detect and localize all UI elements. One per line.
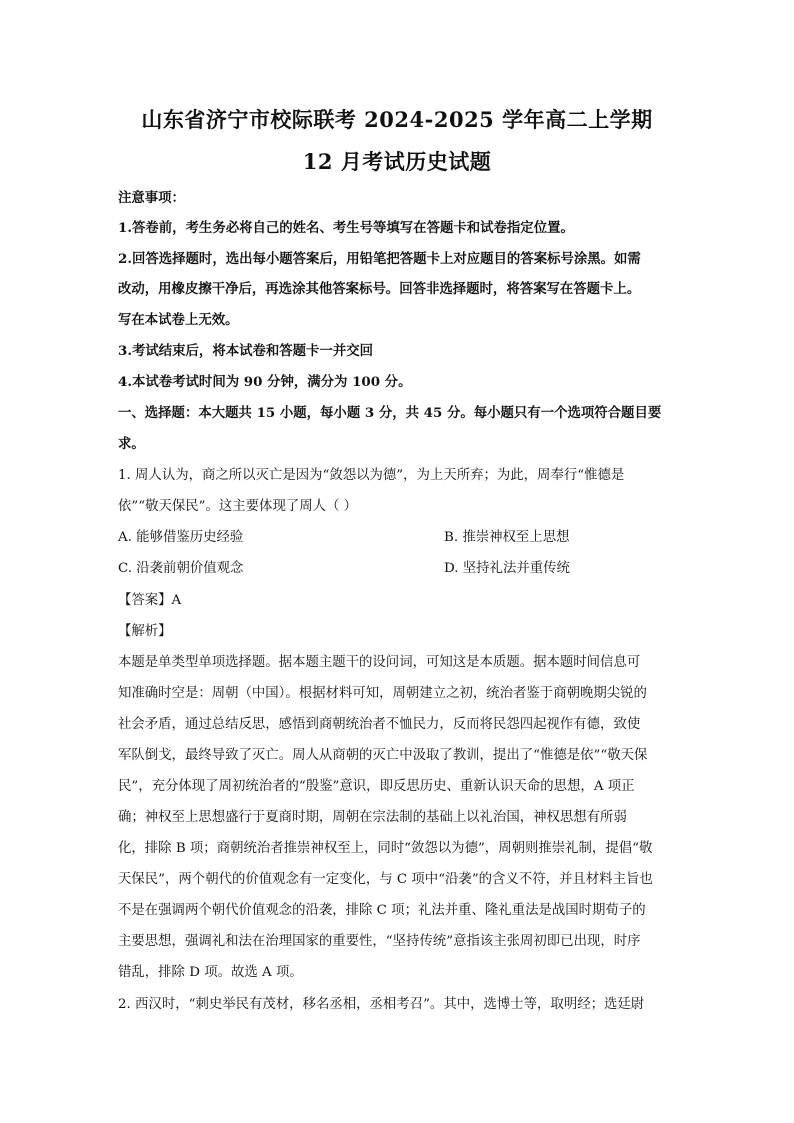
- analysis-line: 天保民”，两个朝代的价值观念有一定变化，与 C 项中“沿袭”的含义不符，并且材料主旨也: [118, 872, 653, 887]
- question-1-analysis-heading: 【解析】: [118, 624, 172, 639]
- notice-line: 3.考试结束后，将本试卷和答题卡一并交回: [118, 343, 374, 359]
- analysis-line: 军队倒戈，最终导致了灭亡。周人从商朝的灭亡中汲取了教训，提出了“惟德是依”“敬天保: [118, 748, 648, 763]
- question-1-option-a: A. 能够借鉴历史经验: [118, 530, 244, 545]
- section-heading: 一、选择题：本大题共 15 小题，每小题 3 分，共 45 分。每小题只有一个选项符合题目要: [118, 405, 662, 421]
- question-1-option-d: D. 坚持礼法并重传统: [444, 561, 570, 576]
- question-1-stem: 1. 周人认为，商之所以灭亡是因为“敛怨以为德”，为上天所弃；为此，周奉行“惟德是: [118, 468, 625, 483]
- analysis-line: 民”，充分体现了周初统治者的“殷鉴”意识，即反思历史、重新认识天命的思想，A 项正: [118, 779, 635, 794]
- analysis-line: 错乱，排除 D 项。故选 A 项。: [118, 965, 303, 980]
- notice-line: 写在本试卷上无效。: [118, 312, 239, 328]
- page-title-line1: 山东省济宁市校际联考 2024-2025 学年高二上学期: [141, 107, 653, 132]
- notice-heading: 注意事项：: [118, 190, 185, 206]
- question-1-stem-cont: 依”“敬天保民”。这主要体现了周人（ ）: [118, 499, 358, 514]
- notice-line: 改动，用橡皮擦干净后，再选涂其他答案标号。回答非选择题时，将答案写在答题卡上。: [118, 281, 641, 297]
- section-heading-cont: 求。: [118, 436, 145, 452]
- notice-line: 4.本试卷考试时间为 90 分钟，满分为 100 分。: [118, 374, 412, 390]
- analysis-line: 化，排除 B 项；商朝统治者推崇神权至上，同时“敛怨以为德”，周朝则推崇礼制，提倡“敬: [118, 841, 653, 856]
- notice-line: 1.答卷前，考生务必将自己的姓名、考生号等填写在答题卡和试卷指定位置。: [118, 220, 574, 236]
- question-1-option-c: C. 沿袭前朝价值观念: [118, 561, 244, 576]
- analysis-line: 本题是单类型单项选择题。据本题主题干的设问词，可知这是本质题。据本题时间信息可: [118, 655, 641, 670]
- analysis-line: 主要思想，强调礼和法在治理国家的重要性，“坚持传统”意指该主张周初即已出现，时序: [118, 934, 641, 949]
- question-1-option-b: B. 推崇神权至上思想: [444, 530, 570, 545]
- analysis-line: 社会矛盾，通过总结反思，感悟到商朝统治者不恤民力，反而将民怨四起视作有德，致使: [118, 717, 641, 732]
- analysis-line: 确；神权至上思想盛行于夏商时期，周朝在宗法制的基础上以礼治国，神权思想有所弱: [118, 810, 627, 825]
- analysis-line: 不是在强调两个朝代价值观念的沿袭，排除 C 项；礼法并重、隆礼重法是战国时期荀子的: [118, 903, 646, 918]
- notice-line: 2.回答选择题时，选出每小题答案后，用铅笔把答题卡上对应题目的答案标号涂黑。如需: [118, 251, 641, 267]
- page-title-line2: 12 月考试历史试题: [302, 149, 492, 174]
- question-1-answer: 【答案】A: [118, 593, 182, 608]
- question-2-stem: 2. 西汉时，“刺史举民有茂材，移名丞相，丞相考召”。其中，选博士等，取明经；选廷尉: [118, 997, 645, 1012]
- analysis-line: 知准确时空是：周朝（中国）。根据材料可知，周朝建立之初，统治者鉴于商朝晚期尖锐的: [118, 686, 647, 701]
